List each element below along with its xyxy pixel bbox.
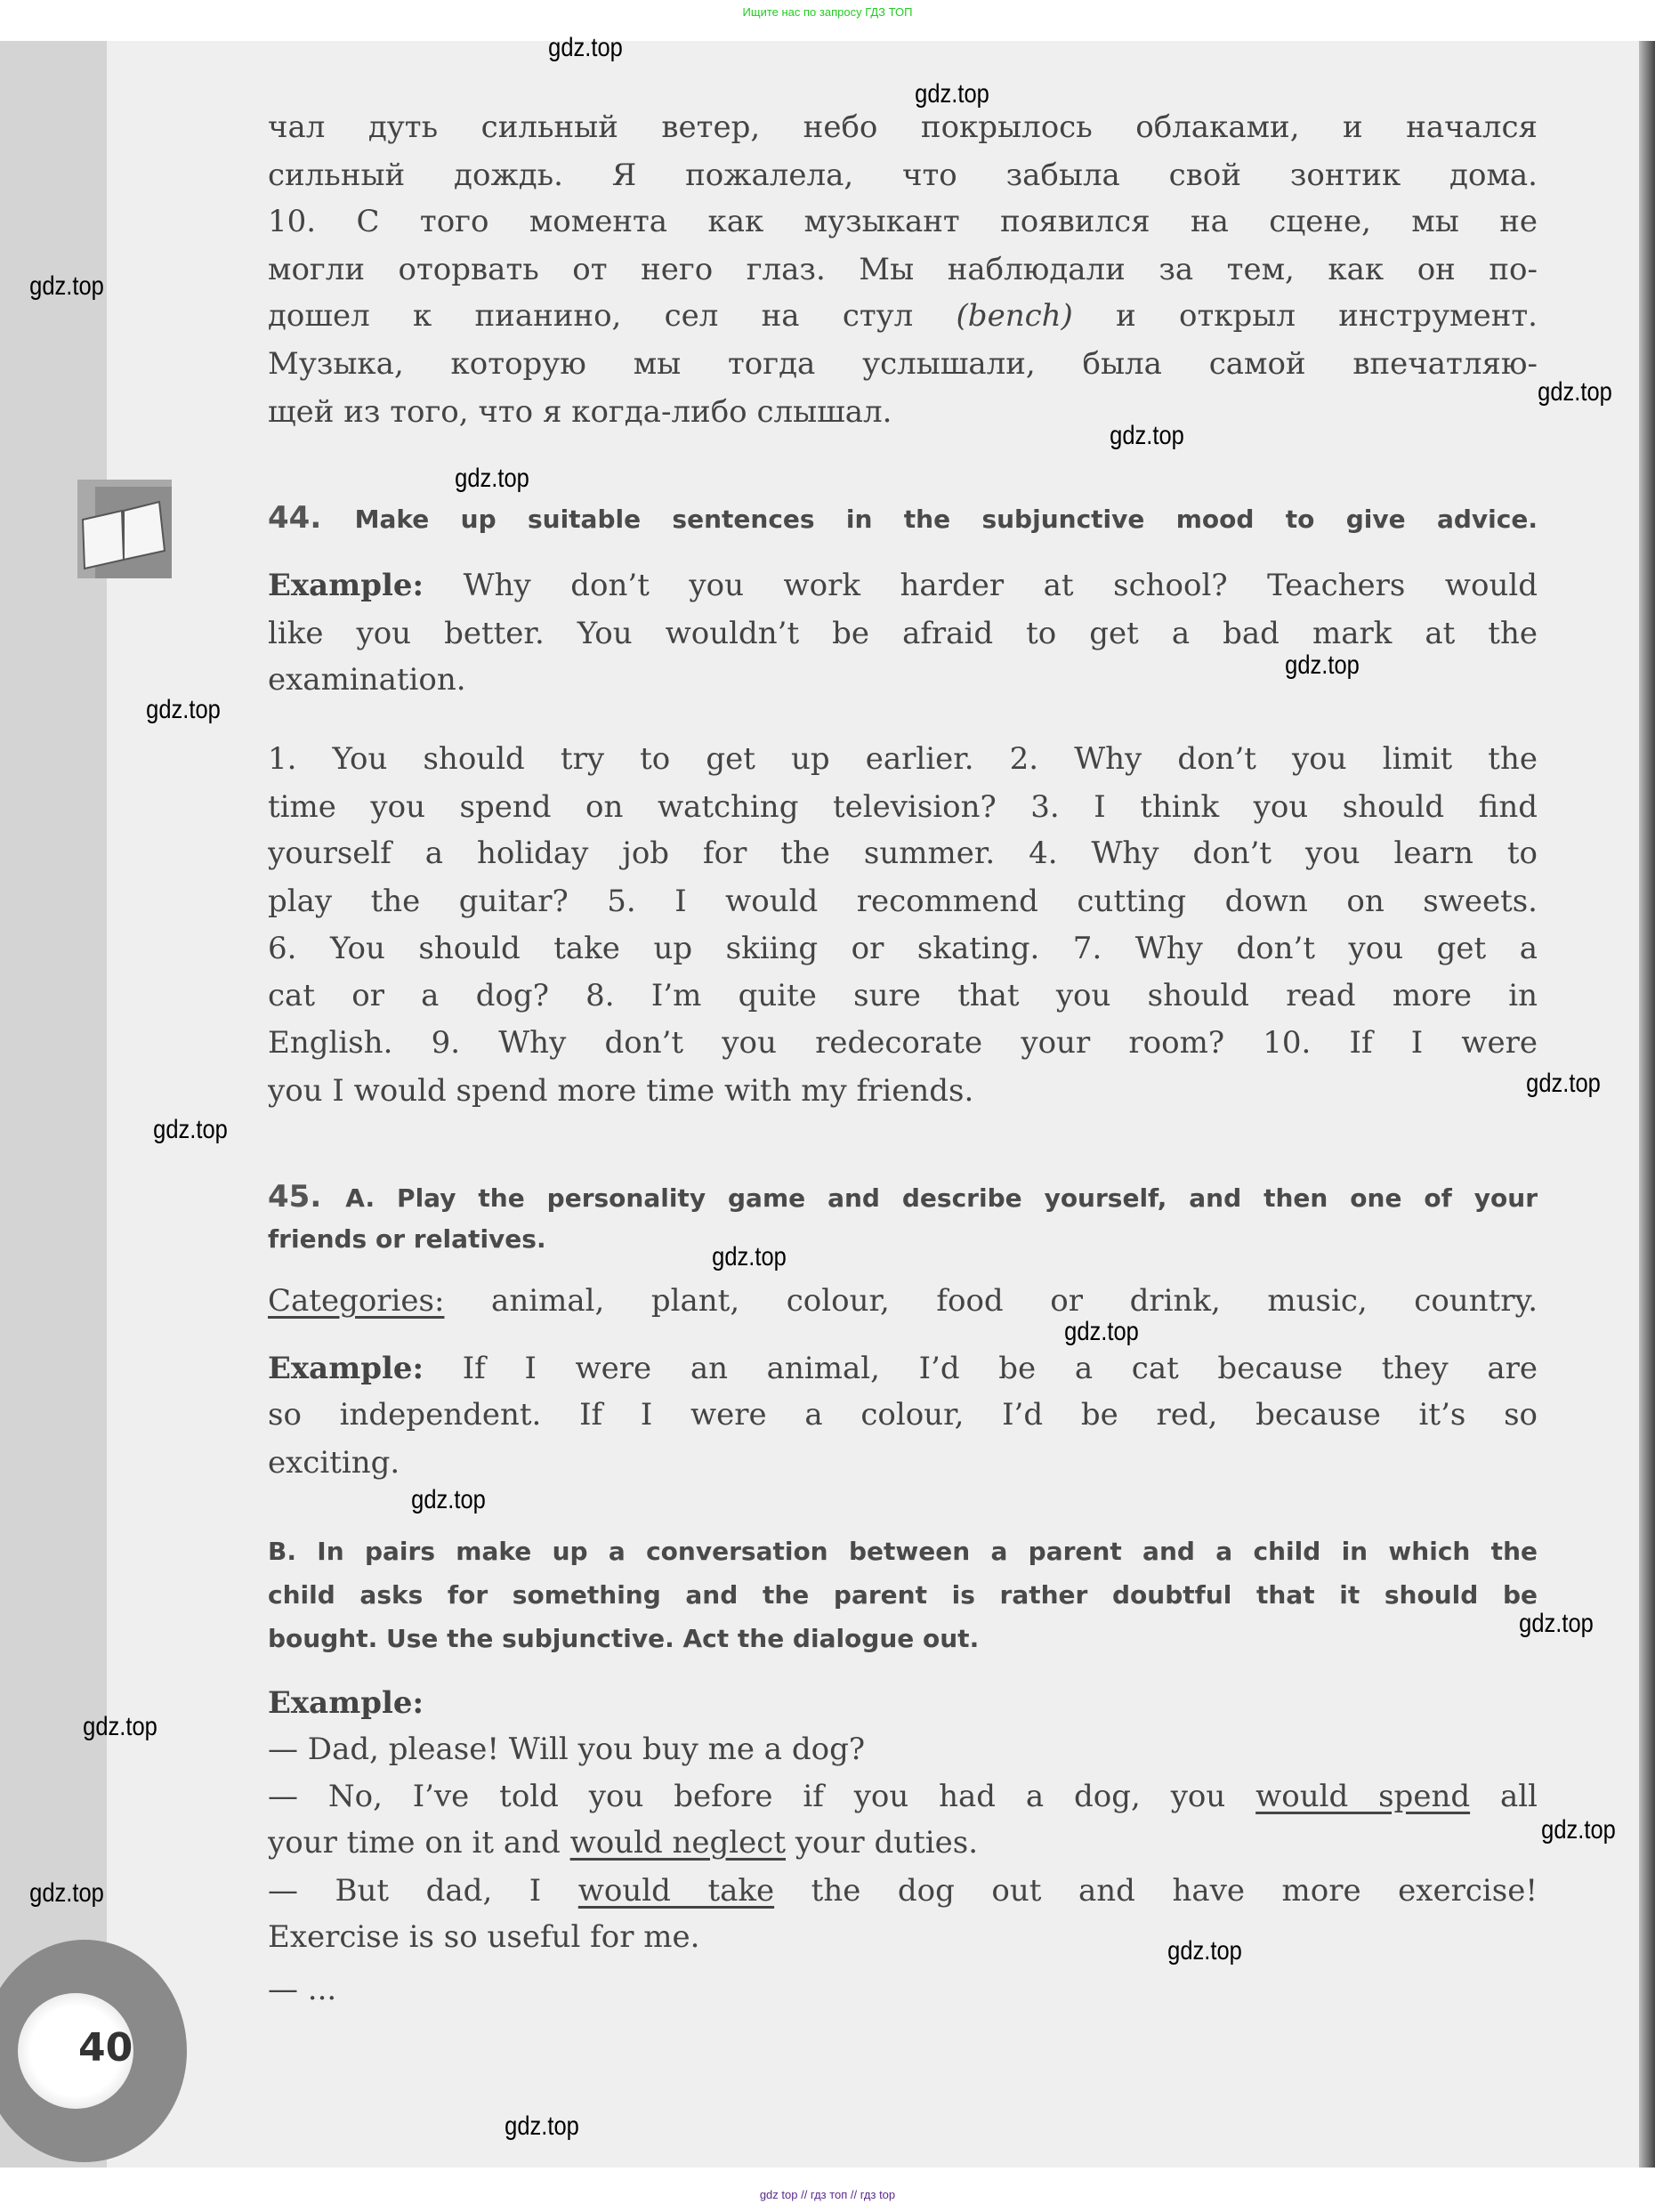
watermark-text: gdz.top: [505, 2111, 579, 2141]
text-segment: all: [1470, 1779, 1538, 1814]
exercise-text-line: [268, 1914, 1538, 1961]
watermark-text: gdz.top: [548, 33, 623, 62]
watermark-text: gdz.top: [83, 1712, 157, 1741]
watermark-text: gdz.top: [915, 79, 989, 109]
watermark-text: gdz.top: [411, 1485, 486, 1514]
page-number: 40: [78, 2025, 133, 2071]
text-segment: child asks for something and the parent is rather doubtful that it should be: [268, 1580, 1538, 1610]
translation-line: [268, 246, 1538, 294]
text-segment: animal, plant, colour, food or drink, music, country.: [444, 1283, 1538, 1319]
translation-line: [268, 389, 1538, 436]
exercise-number: 45.: [268, 1179, 346, 1215]
exercise-text-line: [268, 1966, 1538, 2014]
open-book-icon: [77, 480, 172, 578]
exercise-text-line: [268, 1068, 1538, 1115]
exercise-instruction-line: [268, 1174, 1538, 1221]
exercise-instruction-line: [268, 1215, 1538, 1263]
text-segment: дошел к пианино, сел на стул: [268, 298, 957, 334]
exercise-text-line: [268, 878, 1538, 925]
exercise-text-line: [268, 562, 1538, 610]
example-label: Example:: [268, 568, 424, 603]
exercise-text-line: [268, 1440, 1538, 1487]
watermark-text: gdz.top: [1285, 650, 1360, 680]
exercise-text-line: [268, 1773, 1538, 1820]
text-segment: щей из того, что я когда-либо слышал.: [268, 394, 892, 430]
watermark-text: gdz.top: [1064, 1317, 1139, 1346]
text-segment: 10. С того момента как музыкант появился на сцене, мы не: [268, 204, 1538, 239]
watermark-text: gdz.top: [29, 1878, 104, 1908]
translation-line: [268, 104, 1538, 151]
exercise-text-line: [268, 1820, 1538, 1867]
underlined-phrase: Categories:: [268, 1283, 445, 1319]
watermark-text: gdz.top: [1519, 1609, 1594, 1638]
exercise-text-line: [268, 1868, 1538, 1915]
text-segment: time you spend on watching television? 3. I think you should find: [268, 789, 1538, 825]
text-segment: 1. You should try to get up earlier. 2. Why don’t you limit the: [268, 741, 1538, 777]
watermark-text: gdz.top: [146, 695, 221, 724]
text-segment: you I would spend more time with my friends.: [268, 1073, 974, 1109]
text-segment: exciting.: [268, 1445, 400, 1481]
exercise-instruction-line: [268, 1571, 1538, 1619]
example-label: Example:: [268, 1685, 424, 1721]
page-margin-strip: [0, 41, 107, 2168]
bottom-banner: gdz top // гдз топ // гдз top: [759, 2188, 896, 2201]
text-segment: English. 9. Why don’t you redecorate your room? 10. If I were: [268, 1025, 1538, 1061]
text-segment: — No, I’ve told you before if you had a dog, you: [268, 1779, 1256, 1814]
watermark-text: gdz.top: [153, 1115, 228, 1144]
watermark-text: gdz.top: [1167, 1936, 1242, 1966]
text-segment: — ...: [268, 1972, 337, 2007]
exercise-text-line: [268, 1680, 1538, 1727]
text-segment: чал дуть сильный ветер, небо покрылось облаками, и начался: [268, 109, 1538, 145]
text-segment: — Dad, please! Will you buy me a dog?: [268, 1732, 866, 1767]
underlined-phrase: would spend: [1255, 1779, 1471, 1814]
text-segment: B. In pairs make up a conversation between a parent and a child in which the: [268, 1537, 1538, 1566]
exercise-instruction-line: [268, 1615, 1538, 1662]
watermark-text: gdz.top: [1541, 1815, 1616, 1845]
exercise-text-line: [268, 1345, 1538, 1393]
text-segment: — But dad, I: [268, 1873, 578, 1909]
text-segment: могли оторвать от него глаз. Мы наблюдали за тем, как он по-: [268, 252, 1538, 287]
text-segment: the dog out and have more exercise!: [774, 1873, 1538, 1909]
exercise-instruction-line: [268, 1528, 1538, 1575]
watermark-text: gdz.top: [29, 271, 104, 301]
example-label: Example:: [268, 1351, 424, 1386]
text-segment: Why don’t you work harder at school? Teachers would: [424, 568, 1538, 603]
text-segment: play the guitar? 5. I would recommend cutting down on sweets.: [268, 884, 1538, 919]
text-segment: friends or relatives.: [268, 1224, 546, 1254]
text-segment: so independent. If I were a colour, I’d be red, because it’s so: [268, 1397, 1538, 1433]
watermark-text: gdz.top: [1538, 377, 1612, 407]
exercise-number: 44.: [268, 500, 355, 536]
watermark-text: gdz.top: [455, 464, 529, 493]
text-segment: (bench): [956, 298, 1073, 334]
text-segment: Exercise is so useful for me.: [268, 1919, 700, 1955]
underlined-phrase: would neglect: [569, 1825, 787, 1861]
exercise-text-line: [268, 784, 1538, 831]
exercise-text-line: [268, 736, 1538, 783]
text-segment: If I were an animal, I’d be a cat because they are: [424, 1351, 1538, 1386]
translation-line: [268, 152, 1538, 199]
exercise-text-line: [268, 1726, 1538, 1773]
text-segment: bought. Use the subjunctive. Act the dialogue out.: [268, 1624, 980, 1653]
watermark-text: gdz.top: [712, 1242, 787, 1271]
exercise-text-line: [268, 1392, 1538, 1439]
exercise-text-line: [268, 973, 1538, 1020]
exercise-text-line: [268, 830, 1538, 877]
translation-line: [268, 293, 1538, 340]
text-segment: yourself a holiday job for the summer. 4. Why don’t you learn to: [268, 836, 1538, 871]
exercise-text-line: [268, 1278, 1538, 1325]
translation-line: [268, 341, 1538, 388]
text-segment: cat or a dog? 8. I’m quite sure that you should read more in: [268, 978, 1538, 1013]
text-segment: examination.: [268, 662, 466, 698]
watermark-text: gdz.top: [1526, 1069, 1601, 1098]
text-segment: your time on it and: [268, 1825, 570, 1861]
text-segment: like you better. You wouldn’t be afraid to get a bad mark at the: [268, 616, 1538, 651]
text-segment: A. Play the personality game and describe yourself, and then one of your: [345, 1183, 1538, 1213]
text-segment: сильный дождь. Я пожалела, что забыла свой зонтик дома.: [268, 157, 1538, 193]
text-segment: 6. You should take up skiing or skating. 7. Why don’t you get a: [268, 931, 1538, 966]
text-segment: Музыка, которую мы тогда услышали, была самой впечатляю-: [268, 346, 1538, 382]
underlined-phrase: would take: [577, 1873, 775, 1909]
exercise-instruction-line: [268, 495, 1538, 542]
translation-line: [268, 198, 1538, 246]
top-banner: Ищите нас по запросу ГДЗ ТОП: [742, 5, 913, 19]
exercise-text-line: [268, 1020, 1538, 1067]
page-edge: [1639, 41, 1655, 2168]
text-segment: your duties.: [786, 1825, 979, 1861]
exercise-text-line: [268, 925, 1538, 973]
watermark-text: gdz.top: [1110, 421, 1184, 450]
text-segment: и открыл инструмент.: [1072, 298, 1538, 334]
text-segment: Make up suitable sentences in the subjunctive mood to give advice.: [354, 505, 1538, 534]
